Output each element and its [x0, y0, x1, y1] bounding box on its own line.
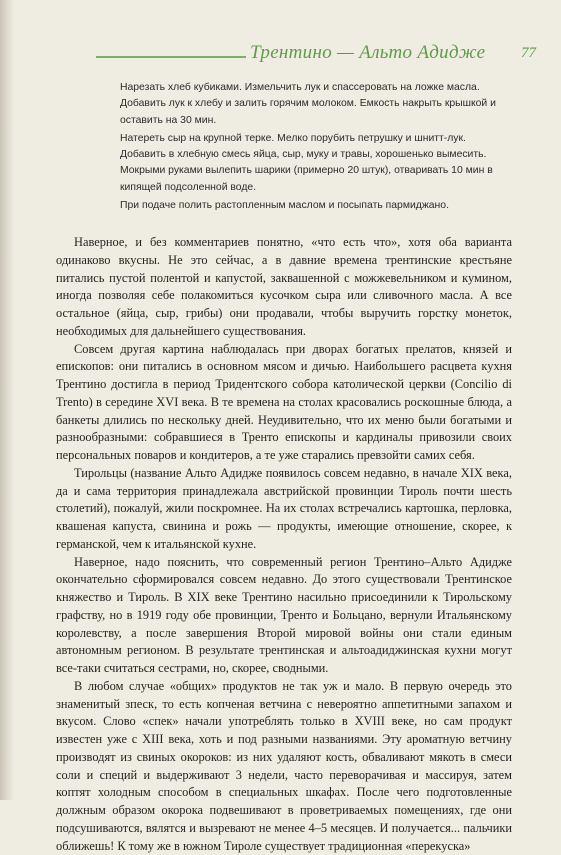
paragraph: Наверное, надо пояснить, что современный регион Трентино–Альто Адидже окончательно сформировался совсем недавно. До этого существовали Трентинское княжество и Тироль. В XIX веке Трентино насильно присоединили к Тирольскому графству, но в 1919 году обе провинции, Тренто и Больцано, вернули Итальянскому королевству, а после завершения Второй мировой войны они стали единым автономным регионом. В результате трентинская и альтоадиджинская кухни могут все-таки считаться сестрами, но, скорее, сводными.: [56, 554, 512, 675]
body-text: [56, 234, 512, 855]
header-title: Трентино — Альто Адидже: [250, 42, 486, 63]
recipe-step: Натереть сыр на крупной терке. Мелко порубить петрушку и шнитт-лук. Добавить в хлебную смесь яйца, сыр, муку и травы, хорошенько вымесить. Мокрыми руками вылепить шарики (примерно 20 штук), отваривать 10 мин в кипящей подсоленной воде.: [120, 132, 493, 193]
recipe-step: При подаче полить растопленным маслом и посыпать пармиджано.: [120, 200, 449, 212]
running-header: [96, 40, 536, 66]
page-number: 77: [521, 45, 536, 61]
header-rule: [96, 56, 246, 58]
paragraph: В любом случае «общих» продуктов не так уж и мало. В первую очередь это знаменитый зпеск, то есть копченая ветчина с невероятно аппетитными запахом и вкусом. Слово «спек» начали употреблять только в XVIII веке, но сам продукт известен уже с XIII века, хоть и под разными названиями. Эту ароматную ветчину производят из свиных окороков: из них удаляют кость, обваливают мякоть в смеси соли и специй и выдерживают 3 недели, часто переворачивая и массируя, затем коптят холодным способом в специальных шкафах. После чего подготовленные должным образом окорока подвешивают в проветриваемых помещениях, где они подсушиваются, вялятся и вызревают не менее 4–5 месяцев. И получается... пальчики оближешь! К тому же в южном Тироле существует традиционная «перекуска»: [56, 678, 512, 853]
paragraph: Совсем другая картина наблюдалась при дворах богатых прелатов, князей и епископов: они питались в основном мясом и дичью. Наибольшего расцвета кухня Трентино достигла в период Тридентского собора католической церкви (Concilio di Trento) в середине XVI века. В те времена на столах красовались роскошные блюда, а банкеты длились по нескольку дней. Неудивительно, что их меню были богатыми и разнообразными: собравшиеся в Тренто епископы и кардиналы привозили своих персональных поваров и кондитеров, а те уже старались превзойти самих себя.: [56, 341, 512, 462]
paragraph: Наверное, и без комментариев понятно, «что есть что», хотя оба варианта одинаково вкусны. Не это сейчас, а в давние времена трентинские крестьяне питались пустой полентой и капустой, заквашенной с можжевельником и кумином, иногда позволяя себе полакомиться кусочком сыра или сливочного масла. А все остальное (яйца, сыр, грибы) они продавали, чтобы выручить горстку монеток, необходимых для дальнейшего существования.: [56, 235, 512, 338]
recipe-instructions: [120, 80, 500, 216]
paragraph: Тирольцы (название Альто Адидже появилось совсем недавно, в начале XIX века, да и сама территория принадлежала австрийской провинции Тироль почти шесть столетий), пожалуй, жили поскромнее. На их столах встречались картошка, перловка, квашеная капуста, свинина и рожь — продукты, имеющие отношение, скорее, к германской, чем к итальянской кухне.: [56, 465, 512, 551]
page-gutter-shadow: [0, 0, 14, 800]
recipe-step: Нарезать хлеб кубиками. Измельчить лук и спассеровать на ложке масла. Добавить лук к хлебу и залить горячим молоком. Емкость накрыть крышкой и оставить на 30 мин.: [120, 82, 496, 126]
